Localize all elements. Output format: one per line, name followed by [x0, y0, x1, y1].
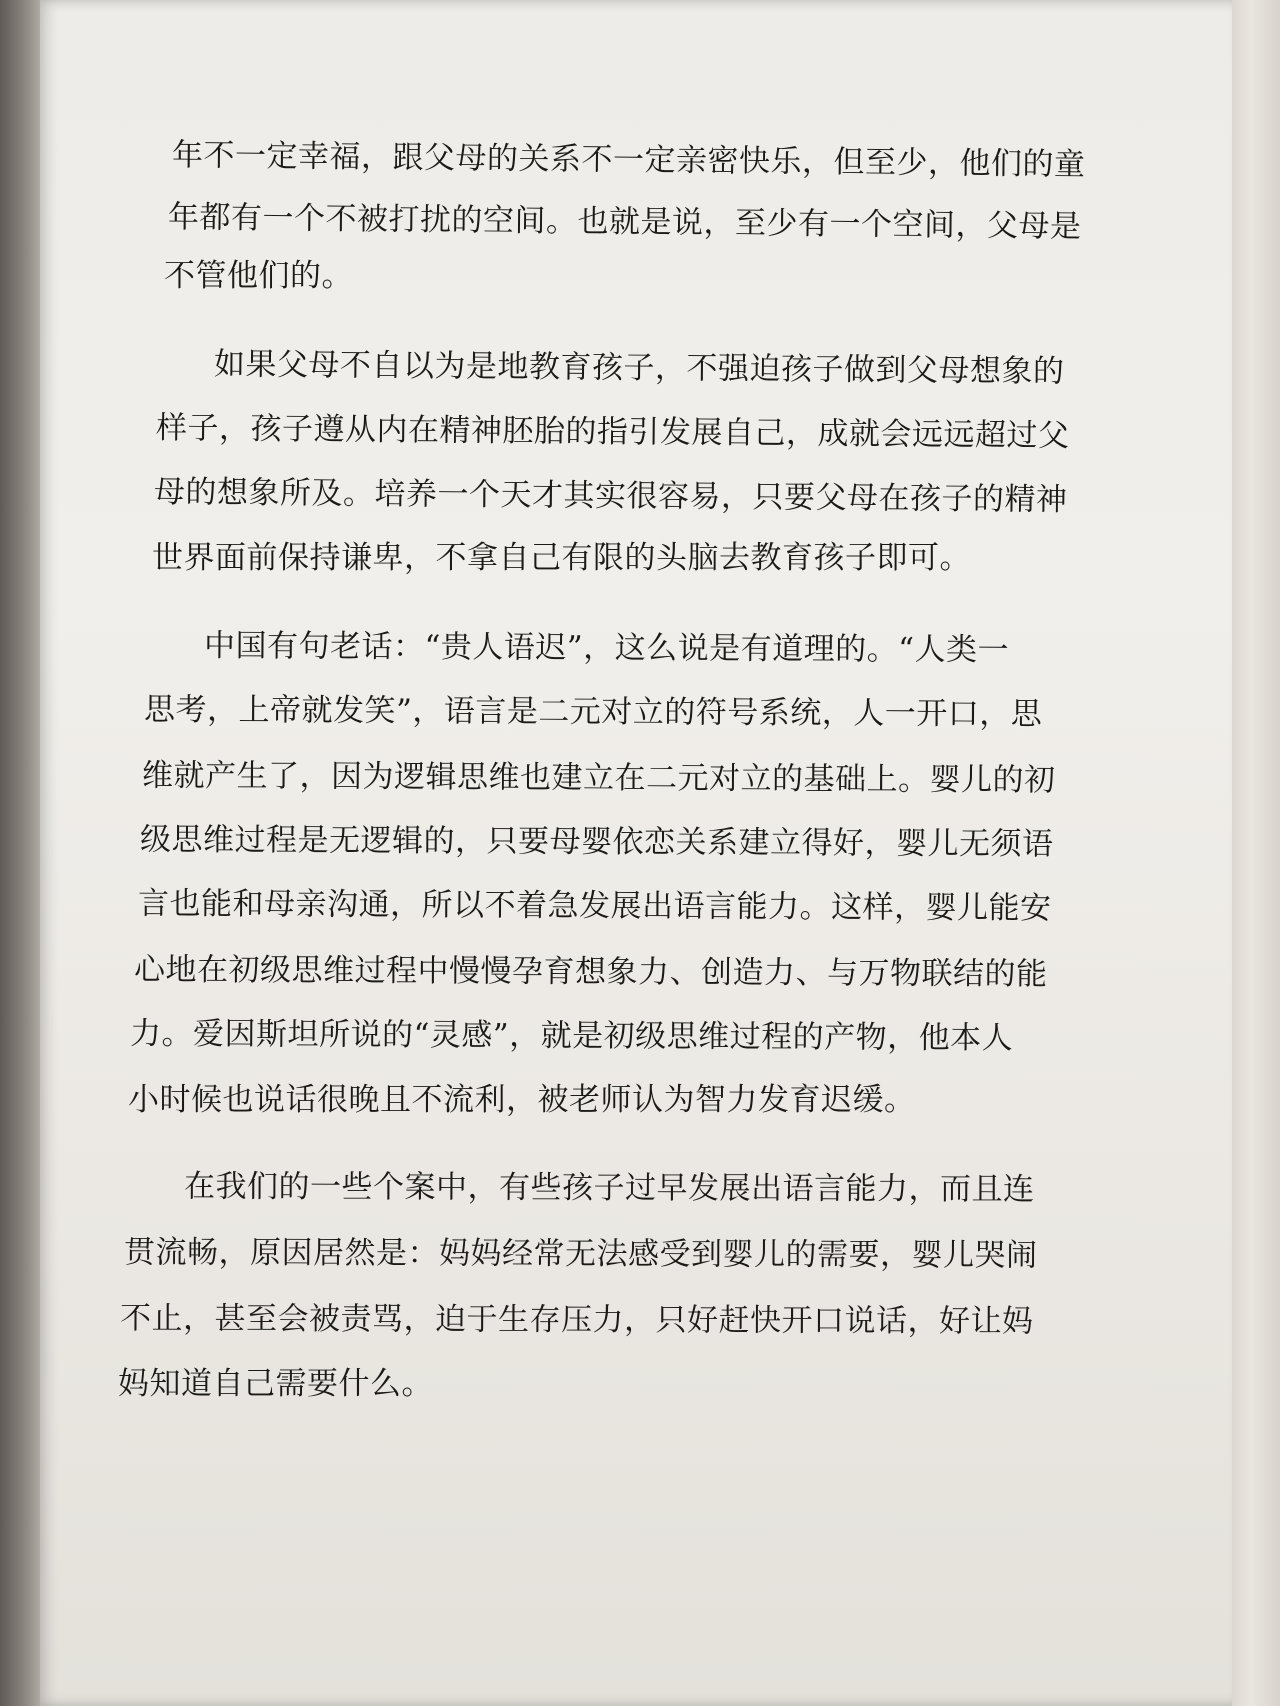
text-line: 如果父母不自以为是地教育孩子，不强迫孩子做到父母想象的: [213, 346, 1065, 390]
text-line: 小时候也说话很晚且不流利，被老师认为智力发育迟缓。: [128, 1082, 916, 1118]
text-line: 母的想象所及。培养一个天才其实很容易，只要父母在孩子的精神: [153, 474, 1068, 518]
text-line: 不管他们的。: [164, 258, 353, 294]
text-line: 维就产生了，因为逻辑思维也建立在二元对立的基础上。婴儿的初: [141, 757, 1056, 799]
text-line: 思考，上帝就发笑”，语言是二元对立的符号系统，人一开口，思: [143, 691, 1043, 733]
text-line: 样子，孩子遵从内在精神胚胎的指引发展自己，成就会远远超过父: [155, 410, 1070, 454]
text-line: 在我们的一些个案中，有些孩子过早发展出语言能力，而且连: [183, 1168, 1035, 1208]
text-line: 级思维过程是无逻辑的，只要母婴依恋关系建立得好，婴儿无须语: [139, 821, 1054, 863]
text-line: 贯流畅，原因居然是：妈妈经常无法感受到婴儿的需要，婴儿哭闹: [123, 1234, 1038, 1274]
text-line: 年不一定幸福，跟父母的关系不一定亲密快乐，但至少，他们的童: [171, 137, 1086, 183]
text-line: 心地在初级思维过程中慢慢孕育想象力、创造力、与万物联结的能: [133, 951, 1048, 993]
text-line: 妈知道自己需要什么。: [118, 1366, 433, 1402]
text-line: 年都有一个不被打扰的空间。也就是说，至少有一个空间，父母是: [167, 199, 1082, 245]
text-line: 言也能和母亲沟通，所以不着急发展出语言能力。这样，婴儿能安: [137, 885, 1052, 927]
text-line: 力。爱因斯坦所说的“灵感”，就是初级思维过程的产物，他本人: [129, 1015, 1014, 1057]
text-line: 世界面前保持谦卑，不拿自己有限的头脑去教育孩子即可。: [152, 540, 971, 576]
text-line: 中国有句老话：“贵人语迟”，这么说是有道理的。“人类一: [203, 627, 1010, 669]
text-line: 不止，甚至会被责骂，迫于生存压力，只好赶快开口说话，好让妈: [119, 1300, 1034, 1340]
